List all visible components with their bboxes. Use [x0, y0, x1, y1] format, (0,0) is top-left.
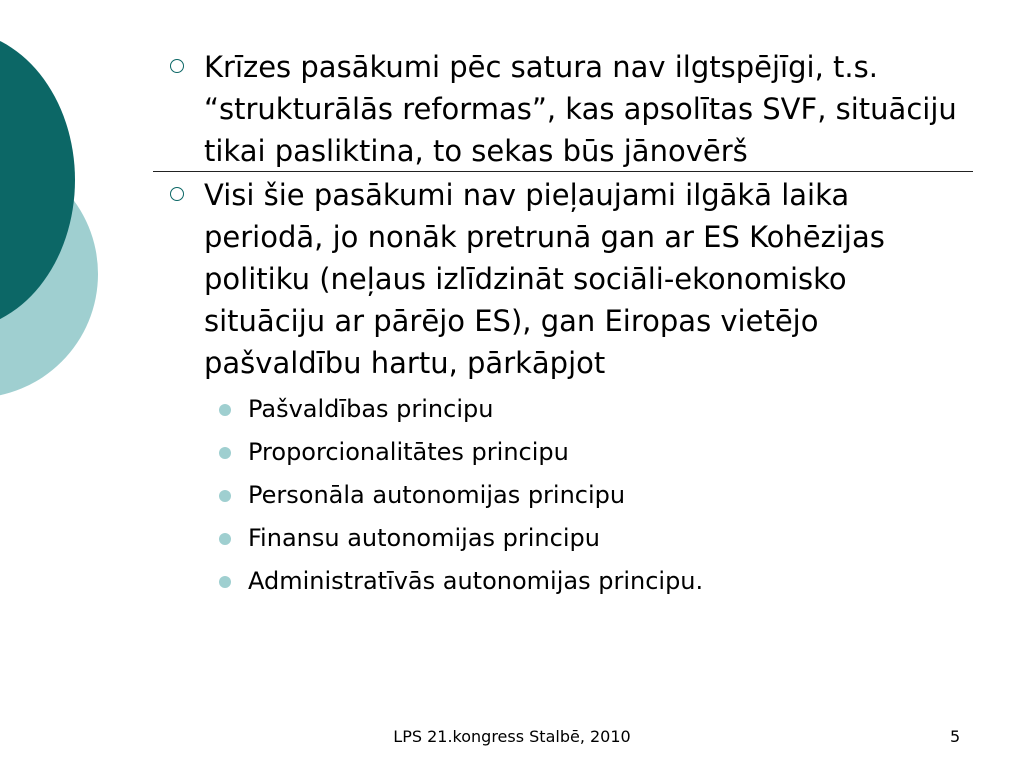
filled-dot-bullet-icon: [219, 447, 231, 459]
sub-bullet-item: [166, 474, 966, 517]
sub-bullet-item: [166, 560, 966, 603]
bullet-item: [166, 46, 966, 172]
sub-bullet-text: Administratīvās autonomijas principu.: [248, 567, 704, 595]
page-number: 5: [950, 727, 961, 746]
slide-content: [166, 46, 966, 603]
bullet-text: Visi šie pasākumi nav pieļaujami ilgākā laika periodā, jo nonāk pretrunā gan ar ES Kohēzijas politiku (neļaus izlīdzināt sociāli-ekonomisko situāciju ar pārējo ES), gan Eiropas vietējo pašvaldību hartu, pārkāpjot: [204, 178, 885, 380]
footer-text: LPS 21.kongress Stalbē, 2010: [393, 727, 631, 746]
sub-bullet-text: Proporcionalitātes principu: [248, 438, 569, 466]
sub-bullet-item: [166, 388, 966, 431]
filled-dot-bullet-icon: [219, 576, 231, 588]
filled-dot-bullet-icon: [219, 490, 231, 502]
sub-bullet-item: [166, 431, 966, 474]
sub-bullet-text: Personāla autonomijas principu: [248, 481, 626, 509]
filled-dot-bullet-icon: [219, 533, 231, 545]
sub-bullet-text: Pašvaldības principu: [248, 395, 494, 423]
bullet-item: [166, 174, 966, 384]
sub-bullet-text: Finansu autonomijas principu: [248, 524, 600, 552]
bullet-text: Krīzes pasākumi pēc satura nav ilgtspējīgi, t.s. “strukturālās reformas”, kas apsolītas SVF, situāciju tikai pasliktina, to sekas būs jānovērš: [204, 50, 957, 168]
sub-bullet-list: [166, 388, 966, 603]
sub-bullet-item: [166, 517, 966, 560]
hollow-circle-bullet-icon: [170, 59, 184, 73]
hollow-circle-bullet-icon: [170, 187, 184, 201]
filled-dot-bullet-icon: [219, 404, 231, 416]
